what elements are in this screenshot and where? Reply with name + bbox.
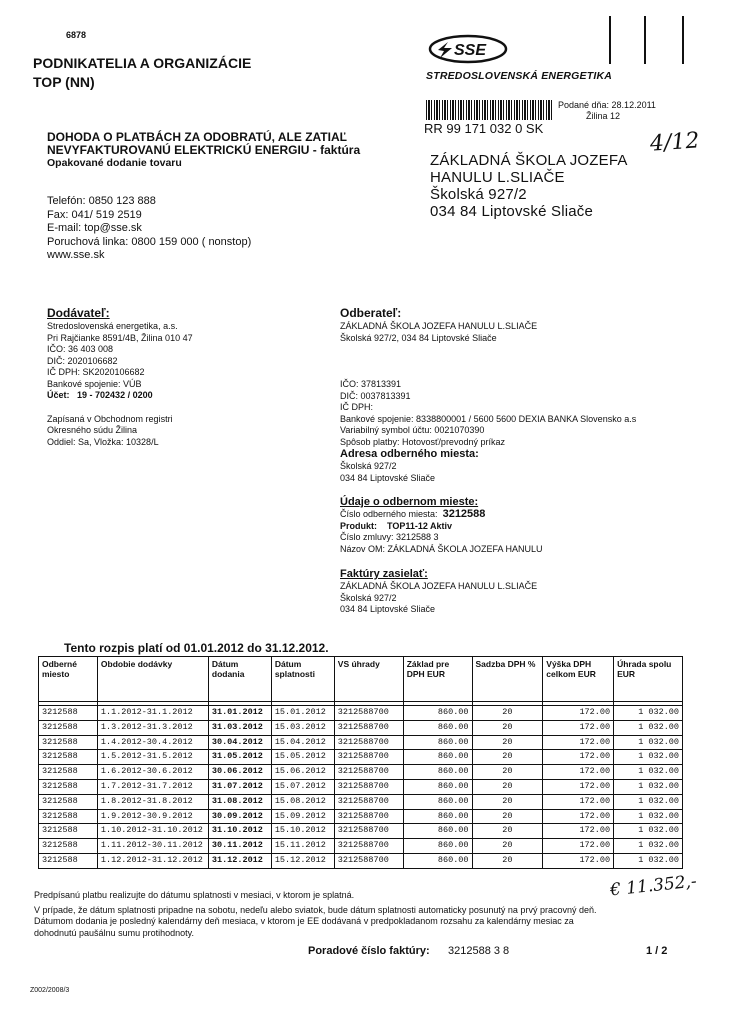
cell-delivery-date: 31.03.2012: [208, 720, 271, 735]
form-code: Z002/2008/3: [30, 987, 70, 994]
margin-mark: [682, 16, 684, 64]
table-row: [39, 706, 683, 721]
cell-period: 1.12.2012-31.12.2012: [97, 853, 208, 868]
margin-mark: [609, 16, 611, 64]
cell-total: 1 032.00: [614, 839, 683, 854]
cell-delivery-date: 31.12.2012: [208, 853, 271, 868]
cell-vat-rate: 20: [472, 809, 543, 824]
site-number: 3212588: [442, 508, 486, 520]
cell-vs: 3212588700: [334, 839, 403, 854]
cell-base: 860.00: [403, 750, 472, 765]
supplier-heading: Dodávateľ:: [47, 306, 110, 320]
recipient-address: [430, 152, 628, 220]
table-body: [39, 702, 683, 869]
supplier-ic-dph: IČ DPH: SK2020106682: [47, 367, 145, 377]
cell-base: 860.00: [403, 720, 472, 735]
site-street: Školská 927/2: [340, 461, 397, 471]
supplier-registry-1: Zapísaná v Obchodnom registri: [47, 413, 173, 424]
invoice-city: 034 84 Liptovské Sliače: [340, 604, 436, 614]
customer-dic: DIČ: 0037813391: [340, 390, 411, 401]
cell-vat: 172.00: [543, 794, 614, 809]
table-row: [39, 839, 683, 854]
invoice-street: Školská 927/2: [340, 592, 397, 603]
cell-total: 1 032.00: [614, 706, 683, 721]
cell-base: 860.00: [403, 809, 472, 824]
supplier-name: Stredoslovenská energetika, a.s.: [47, 321, 178, 331]
cell-due-date: 15.03.2012: [271, 720, 334, 735]
fax: Fax: 041/ 519 2519: [47, 208, 142, 221]
page-number: 1 / 2: [646, 945, 668, 957]
column-header: Základ pre DPH EUR: [403, 657, 472, 702]
cell-vat: 172.00: [543, 750, 614, 765]
cell-due-date: 15.12.2012: [271, 853, 334, 868]
sse-logo: [428, 34, 508, 64]
invoice-number-label: Poradové číslo faktúry:: [308, 945, 430, 957]
cell-site: 3212588: [39, 824, 98, 839]
title-line-3: Opakované dodanie tovaru: [47, 157, 182, 169]
table-row: [39, 720, 683, 735]
customer-block: [340, 306, 636, 616]
supplier-ico: IČO: 36 403 008: [47, 344, 114, 354]
cell-total: 1 032.00: [614, 750, 683, 765]
cell-total: 1 032.00: [614, 809, 683, 824]
cell-total: 1 032.00: [614, 735, 683, 750]
cell-vat-rate: 20: [472, 779, 543, 794]
handwritten-total: € 11.352,-: [609, 871, 698, 901]
cell-base: 860.00: [403, 839, 472, 854]
cell-vs: 3212588700: [334, 765, 403, 780]
cell-vat-rate: 20: [472, 853, 543, 868]
cell-base: 860.00: [403, 794, 472, 809]
cell-site: 3212588: [39, 720, 98, 735]
cell-due-date: 15.10.2012: [271, 824, 334, 839]
posted-date: Podané dňa: 28.12.2011: [558, 100, 656, 110]
customer-name: ZÁKLADNÁ ŠKOLA JOZEFA HANULU L.SLIAČE: [340, 321, 538, 331]
company-brand: STREDOSLOVENSKÁ ENERGETIKA: [426, 70, 613, 82]
product-label: Produkt:: [340, 520, 377, 531]
product-name: TOP11-12 Aktiv: [387, 520, 453, 531]
column-header: Obdobie dodávky: [97, 657, 208, 702]
table-row: [39, 765, 683, 780]
cell-site: 3212588: [39, 706, 98, 721]
recipient-line-2: HANULU L.SLIAČE: [430, 169, 565, 186]
cell-period: 1.5.2012-31.5.2012: [97, 750, 208, 765]
cell-delivery-date: 31.05.2012: [208, 750, 271, 765]
posted-place: Žilina 12: [586, 111, 621, 121]
cell-period: 1.10.2012-31.10.2012: [97, 824, 208, 839]
customer-segment: PODNIKATELIA A ORGANIZÁCIE: [33, 55, 252, 71]
cell-vs: 3212588700: [334, 794, 403, 809]
cell-vat-rate: 20: [472, 794, 543, 809]
cell-due-date: 15.06.2012: [271, 765, 334, 780]
cell-period: 1.1.2012-31.1.2012: [97, 706, 208, 721]
column-header: Sadzba DPH %: [472, 657, 543, 702]
cell-vat-rate: 20: [472, 839, 543, 854]
cell-period: 1.9.2012-30.9.2012: [97, 809, 208, 824]
cell-vs: 3212588700: [334, 706, 403, 721]
margin-mark: [644, 16, 646, 64]
cell-vat: 172.00: [543, 809, 614, 824]
document-title: [47, 131, 360, 170]
cell-total: 1 032.00: [614, 765, 683, 780]
table-row: [39, 794, 683, 809]
customer-ic-dph: IČ DPH:: [340, 402, 374, 412]
cell-total: 1 032.00: [614, 779, 683, 794]
invoice-number: 3212588 3 8: [448, 945, 510, 957]
cell-delivery-date: 31.01.2012: [208, 706, 271, 721]
column-header: VS úhrady: [334, 657, 403, 702]
invoice-address-heading: Faktúry zasielať:: [340, 568, 428, 580]
cell-delivery-date: 30.06.2012: [208, 765, 271, 780]
cell-base: 860.00: [403, 824, 472, 839]
cell-period: 1.8.2012-31.8.2012: [97, 794, 208, 809]
payment-schedule-table: [38, 656, 683, 869]
svg-text:SSE: SSE: [454, 42, 487, 59]
phone: Telefón: 0850 123 888: [47, 195, 156, 207]
cell-due-date: 15.05.2012: [271, 750, 334, 765]
recipient-line-4: 034 84 Liptovské Sliače: [430, 203, 594, 220]
cell-base: 860.00: [403, 853, 472, 868]
cell-due-date: 15.08.2012: [271, 794, 334, 809]
table-row: [39, 750, 683, 765]
cell-vat-rate: 20: [472, 706, 543, 721]
cell-period: 1.11.2012-30.11.2012: [97, 839, 208, 854]
table-row: [39, 735, 683, 750]
table-row: [39, 853, 683, 868]
supplier-registry-3: Oddiel: Sa, Vložka: 10328/L: [47, 436, 159, 447]
column-header: Úhrada spolu EUR: [614, 657, 683, 702]
registered-mail-barcode: [426, 100, 554, 120]
cell-vs: 3212588700: [334, 750, 403, 765]
cell-base: 860.00: [403, 779, 472, 794]
cell-delivery-date: 31.10.2012: [208, 824, 271, 839]
site-address-heading: Adresa odberného miesta:: [340, 448, 479, 460]
cell-delivery-date: 30.09.2012: [208, 809, 271, 824]
cell-vat: 172.00: [543, 765, 614, 780]
site-data-heading: Údaje o odbernom mieste:: [340, 496, 479, 508]
hotline: Poruchová linka: 0800 159 000 ( nonstop): [47, 235, 252, 248]
cell-vat: 172.00: [543, 839, 614, 854]
registered-mail-number: RR 99 171 032 0 SK: [424, 121, 544, 136]
supplier-bank: Bankové spojenie: VÚB: [47, 378, 142, 389]
cell-site: 3212588: [39, 853, 98, 868]
contract-number: Číslo zmluvy: 3212588 3: [340, 532, 439, 542]
cell-vat: 172.00: [543, 720, 614, 735]
cell-vat: 172.00: [543, 853, 614, 868]
cell-vs: 3212588700: [334, 824, 403, 839]
cell-vs: 3212588700: [334, 779, 403, 794]
cell-vat: 172.00: [543, 706, 614, 721]
web-link[interactable]: www.sse.sk: [47, 249, 105, 261]
cell-vat: 172.00: [543, 824, 614, 839]
supplier-dic: DIČ: 2020106682: [47, 355, 118, 366]
customer-variable-symbol: Variabilný symbol účtu: 0021070390: [340, 425, 485, 435]
column-header: Dátum splatnosti: [271, 657, 334, 702]
footer-note-4: dohodnutú paušálnu sumu protihodnoty.: [34, 927, 194, 938]
customer-heading: Odberateľ:: [340, 306, 402, 320]
recipient-line-1: ZÁKLADNÁ ŠKOLA JOZEFA: [430, 152, 628, 169]
cell-vat-rate: 20: [472, 765, 543, 780]
cell-period: 1.7.2012-31.7.2012: [97, 779, 208, 794]
site-city: 034 84 Liptovské Sliače: [340, 472, 436, 483]
cell-due-date: 15.11.2012: [271, 839, 334, 854]
cell-vs: 3212588700: [334, 735, 403, 750]
product-line: TOP (NN): [33, 74, 95, 90]
cell-due-date: 15.09.2012: [271, 809, 334, 824]
cell-delivery-date: 31.07.2012: [208, 779, 271, 794]
cell-site: 3212588: [39, 794, 98, 809]
schedule-caption: Tento rozpis platí od 01.01.2012 do 31.12.2012.: [64, 641, 329, 655]
document-number: 6878: [66, 30, 87, 40]
column-header: Výška DPH celkom EUR: [543, 657, 614, 702]
cell-vat: 172.00: [543, 779, 614, 794]
site-name: Názov OM: ZÁKLADNÁ ŠKOLA JOZEFA HANULU: [340, 543, 543, 554]
cell-due-date: 15.04.2012: [271, 735, 334, 750]
cell-site: 3212588: [39, 735, 98, 750]
table-row: [39, 824, 683, 839]
cell-base: 860.00: [403, 706, 472, 721]
footer-notes: [34, 890, 596, 939]
supplier-block: [47, 306, 193, 448]
table-header-row: [39, 657, 683, 702]
table-row: [39, 779, 683, 794]
supplier-registry-2: Okresného súdu Žilina: [47, 425, 138, 435]
cell-base: 860.00: [403, 765, 472, 780]
supplier-account: 19 - 702432 / 0200: [77, 390, 153, 400]
table-row: [39, 809, 683, 824]
cell-vs: 3212588700: [334, 720, 403, 735]
cell-vat-rate: 20: [472, 720, 543, 735]
cell-vat-rate: 20: [472, 750, 543, 765]
site-number-label: Číslo odberného miesta:: [340, 509, 438, 519]
cell-delivery-date: 30.04.2012: [208, 735, 271, 750]
cell-vs: 3212588700: [334, 853, 403, 868]
cell-site: 3212588: [39, 765, 98, 780]
column-header: Dátum dodania: [208, 657, 271, 702]
recipient-line-3: Školská 927/2: [430, 186, 527, 203]
cell-base: 860.00: [403, 735, 472, 750]
cell-total: 1 032.00: [614, 720, 683, 735]
footer-note-2: V prípade, že dátum splatnosti pripadne na sobotu, nedeľu alebo sviatok, bude dátum splatnosti automaticky posunutý na prvý pracovný deň.: [34, 904, 597, 915]
cell-delivery-date: 31.08.2012: [208, 794, 271, 809]
title-line-2: NEVYFAKTUROVANÚ ELEKTRICKÚ ENERGIU - faktúra: [47, 143, 361, 157]
column-header: Odberné miesto: [39, 657, 98, 702]
cell-period: 1.3.2012-31.3.2012: [97, 720, 208, 735]
cell-site: 3212588: [39, 839, 98, 854]
cell-total: 1 032.00: [614, 853, 683, 868]
supplier-street: Pri Rajčianke 8591/4B, Žilina 010 47: [47, 332, 193, 343]
cell-period: 1.4.2012-30.4.2012: [97, 735, 208, 750]
cell-vat-rate: 20: [472, 735, 543, 750]
cell-vat-rate: 20: [472, 824, 543, 839]
cell-site: 3212588: [39, 750, 98, 765]
cell-site: 3212588: [39, 809, 98, 824]
cell-period: 1.6.2012-30.6.2012: [97, 765, 208, 780]
cell-delivery-date: 30.11.2012: [208, 839, 271, 854]
customer-ico: IČO: 37813391: [340, 379, 402, 389]
footer-note-1: Predpísanú platbu realizujte do dátumu splatnosti v mesiaci, v ktorom je splatná.: [34, 890, 355, 900]
cell-total: 1 032.00: [614, 824, 683, 839]
title-line-1: DOHODA O PLATBÁCH ZA ODOBRATÚ, ALE ZATIAĽ: [47, 130, 347, 144]
footer-note-3: Dátumom dodania je posledný kalendárny deň mesiaca, v ktorom je EE dodávaná v predpokladanom rozsahu za kalendárny mesiac za: [34, 916, 574, 926]
customer-payment-method: Spôsob platby: Hotovosť/prevodný príkaz: [340, 436, 505, 447]
customer-street: Školská 927/2, 034 84 Liptovské Sliače: [340, 332, 497, 343]
cell-vat: 172.00: [543, 735, 614, 750]
cell-total: 1 032.00: [614, 794, 683, 809]
cell-site: 3212588: [39, 779, 98, 794]
contact-block: [47, 195, 251, 263]
customer-bank: Bankové spojenie: 8338800001 / 5600 5600 DEXIA BANKA Slovensko a.s: [340, 413, 637, 424]
cell-vs: 3212588700: [334, 809, 403, 824]
invoice-name: ZÁKLADNÁ ŠKOLA JOZEFA HANULU L.SLIAČE: [340, 581, 538, 591]
email-link[interactable]: E-mail: top@sse.sk: [47, 222, 142, 234]
cell-due-date: 15.07.2012: [271, 779, 334, 794]
cell-due-date: 15.01.2012: [271, 706, 334, 721]
handwritten-note: 4/12: [649, 128, 701, 157]
supplier-account-label: Účet:: [47, 390, 70, 400]
